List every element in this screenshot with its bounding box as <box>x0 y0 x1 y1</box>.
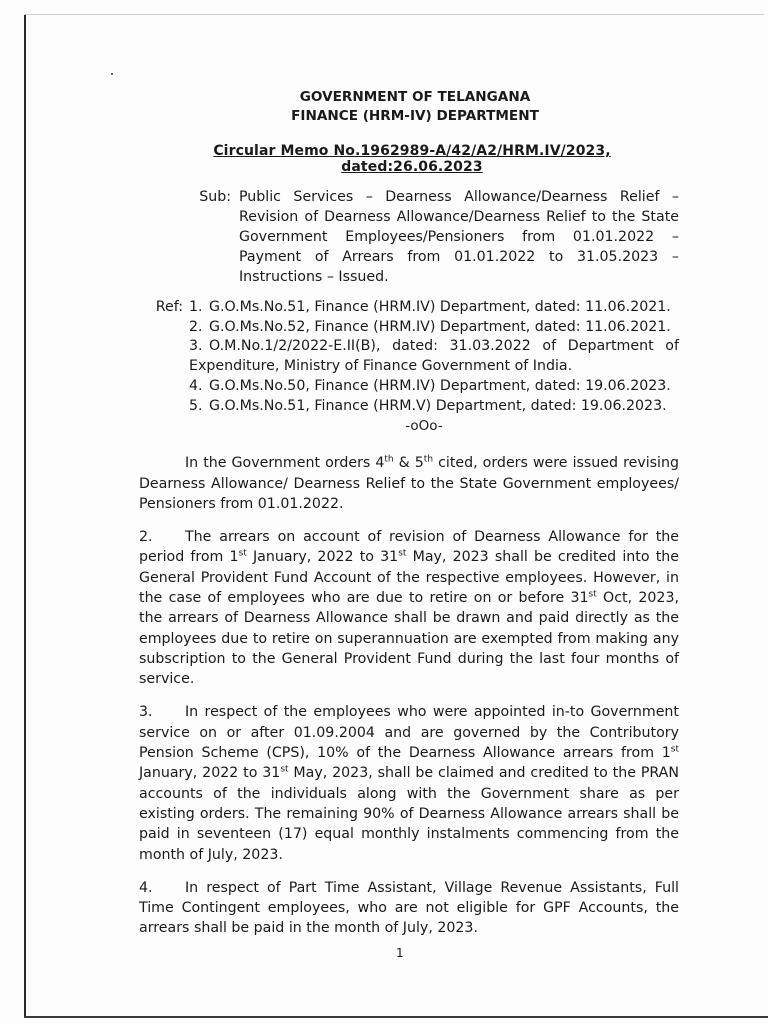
scan-edge-bottom <box>24 1016 768 1018</box>
reference-number: 1. <box>189 299 203 315</box>
subject-text: Public Services – Dearness Allowance/Dearness Relief – Revision of Dearness Allowance/Dearness Relief to the State Government Employees/Pensioners from 01.01.2022 – Payment of Arrears from 01.01.2022 to 31.05.2023 – Instructions – Issued. <box>239 189 679 285</box>
superscript: st <box>398 548 407 559</box>
scan-edge-top <box>24 14 764 15</box>
text-run: The arrears on account of revision of Dearness Allowance for the period from 1 <box>139 529 679 566</box>
text-run: In the Government orders 4 <box>185 455 385 472</box>
reference-item <box>189 298 679 318</box>
reference-text: G.O.Ms.No.50, Finance (HRM.IV) Department, dated: 19.06.2023. <box>209 377 671 394</box>
reference-text: G.O.Ms.No.52, Finance (HRM.IV) Department, dated: 11.06.2021. <box>209 318 671 335</box>
circular-memo-number: Circular Memo No.1962989-A/42/A2/HRM.IV/2023, dated:26.06.2023 <box>213 143 611 175</box>
reference-item <box>189 318 679 338</box>
text-run: May, 2023 shall be credited into the General Provident Fund Account of the respective employees. However, in the case of employees who are due to retire on or before 31 <box>139 549 679 606</box>
references-label: Ref: <box>155 299 183 315</box>
reference-item <box>189 377 679 397</box>
document-body <box>139 88 679 939</box>
subject-block <box>139 187 679 287</box>
text-run: January, 2022 to 31 <box>246 549 399 566</box>
reference-number: 5. <box>189 397 203 414</box>
paragraph-number: 2. <box>139 529 153 546</box>
separator: -oOo- <box>405 418 443 435</box>
paragraph-4 <box>139 878 679 939</box>
text-run: In respect of Part Time Assistant, Village Revenue Assistants, Full Time Contingent employees, who are not eligible for GPF Accounts, the arrears shall be paid in the month of July, 2023. <box>139 879 679 937</box>
paragraph-number: 3. <box>139 704 153 721</box>
superscript: st <box>238 548 247 559</box>
government-title: GOVERNMENT OF TELANGANA <box>299 89 531 105</box>
superscript: th <box>423 454 434 465</box>
reference-text: G.O.Ms.No.51, Finance (HRM.IV) Department, dated: 11.06.2021. <box>209 299 671 315</box>
scan-speck <box>111 73 113 75</box>
paragraph-1 <box>139 453 679 514</box>
paragraph-3 <box>139 702 679 864</box>
text-run: Oct, 2023, the arrears of Dearness Allowance shall be drawn and paid directly as the employees due to retire on superannuation are exempted from making any subscription to the General Provident Fund during the last four months of service. <box>139 590 679 688</box>
paragraph-number: 4. <box>139 879 153 896</box>
page-number: 1 <box>396 946 404 960</box>
letterhead <box>151 88 679 126</box>
reference-number: 3. <box>189 338 203 355</box>
superscript: st <box>588 589 597 600</box>
scan-edge-left <box>24 14 26 1018</box>
references-block <box>139 298 679 416</box>
paragraph-2 <box>139 527 679 689</box>
text-run: In respect of the employees who were appointed in-to Government service on or after 01.09.2004 and are governed by the Contributory Pension Scheme (CPS), 10% of the Dearness Allowance arrears from 1 <box>139 704 679 762</box>
text-run: cited, orders were issued revising Dearness Allowance/ Dearness Relief to the State Government employees/ Pensioners from 01.01.2022. <box>139 455 679 512</box>
superscript: st <box>280 764 289 775</box>
reference-text: O.M.No.1/2/2022-E.II(B), dated: 31.03.2022 of Department of Expenditure, Ministry of Finance Government of India. <box>189 338 679 375</box>
superscript: st <box>670 744 679 755</box>
department-title: FINANCE (HRM-IV) DEPARTMENT <box>291 108 539 124</box>
reference-text: G.O.Ms.No.51, Finance (HRM.V) Department, dated: 19.06.2023. <box>209 397 667 414</box>
text-run: January, 2022 to 31 <box>139 765 281 782</box>
references-list <box>189 298 679 416</box>
reference-number: 4. <box>189 377 203 394</box>
subject-label: Sub: <box>199 189 231 205</box>
superscript: th <box>384 454 394 465</box>
reference-item <box>189 397 679 417</box>
reference-item <box>189 337 679 376</box>
reference-number: 2. <box>189 318 203 335</box>
text-run: & 5 <box>393 455 424 472</box>
text-run: May, 2023, shall be claimed and credited to the PRAN accounts of the individuals along with the Government share as per existing orders. The remaining 90% of Dearness Allowance arrears shall be paid in seventeen (17) equal monthly instalments commencing from the month of July, 2023. <box>139 765 679 863</box>
